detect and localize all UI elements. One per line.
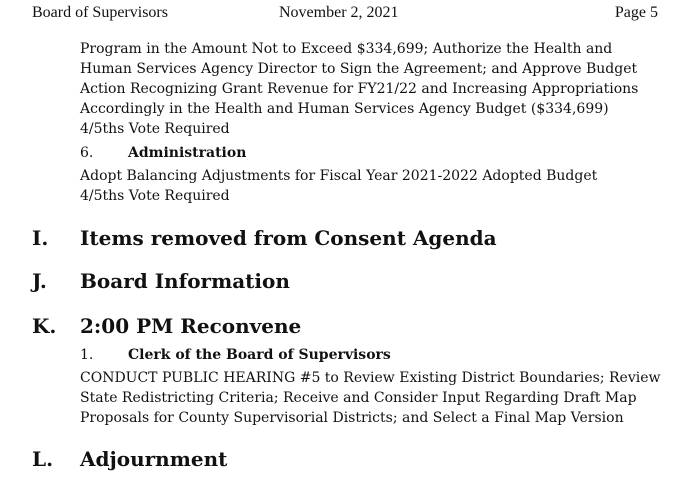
header-page-number: Page 5 [614, 4, 658, 21]
section-letter: L. [32, 447, 54, 471]
text-line: Proposals for County Supervisorial Districts; and Select a Final Map Version [80, 410, 624, 426]
item-title: Clerk of the Board of Supervisors [128, 347, 391, 363]
text-line: Program in the Amount Not to Exceed $334,699; Authorize the Health and [80, 41, 613, 57]
section-letter: J. [32, 269, 47, 293]
text-line: Human Services Agency Director to Sign the Agreement; and Approve Budget [80, 61, 638, 77]
section-letter: I. [32, 226, 49, 250]
item-number: 6. [80, 145, 94, 161]
item-6-heading [80, 143, 246, 163]
text-line: Adopt Balancing Adjustments for Fiscal Year 2021-2022 Adopted Budget [80, 168, 598, 184]
page-header [32, 4, 658, 26]
text-line: Action Recognizing Grant Revenue for FY21/22 and Increasing Appropriations [80, 81, 639, 97]
text-line: CONDUCT PUBLIC HEARING #5 to Review Existing District Boundaries; Review [80, 370, 661, 386]
item-title: Administration [128, 145, 247, 161]
text-line: Accordingly in the Health and Human Services Agency Budget ($334,699) [80, 101, 609, 117]
header-date: November 2, 2021 [279, 4, 399, 21]
item-k1-heading [80, 345, 391, 365]
text-line: 4/5ths Vote Required [80, 188, 230, 204]
item-k1-description [80, 368, 670, 428]
section-letter: K. [32, 314, 57, 338]
continuation-paragraph [80, 39, 670, 139]
section-title: 2:00 PM Reconvene [80, 314, 302, 338]
section-title: Adjournment [80, 447, 228, 471]
item-6-description [80, 166, 670, 206]
text-line: State Redistricting Criteria; Receive and Consider Input Regarding Draft Map [80, 390, 637, 406]
section-title: Board Information [80, 269, 290, 293]
item-number: 1. [80, 347, 94, 363]
section-title: Items removed from Consent Agenda [80, 226, 497, 250]
header-board-name: Board of Supervisors [32, 4, 168, 21]
text-line: 4/5ths Vote Required [80, 121, 230, 137]
